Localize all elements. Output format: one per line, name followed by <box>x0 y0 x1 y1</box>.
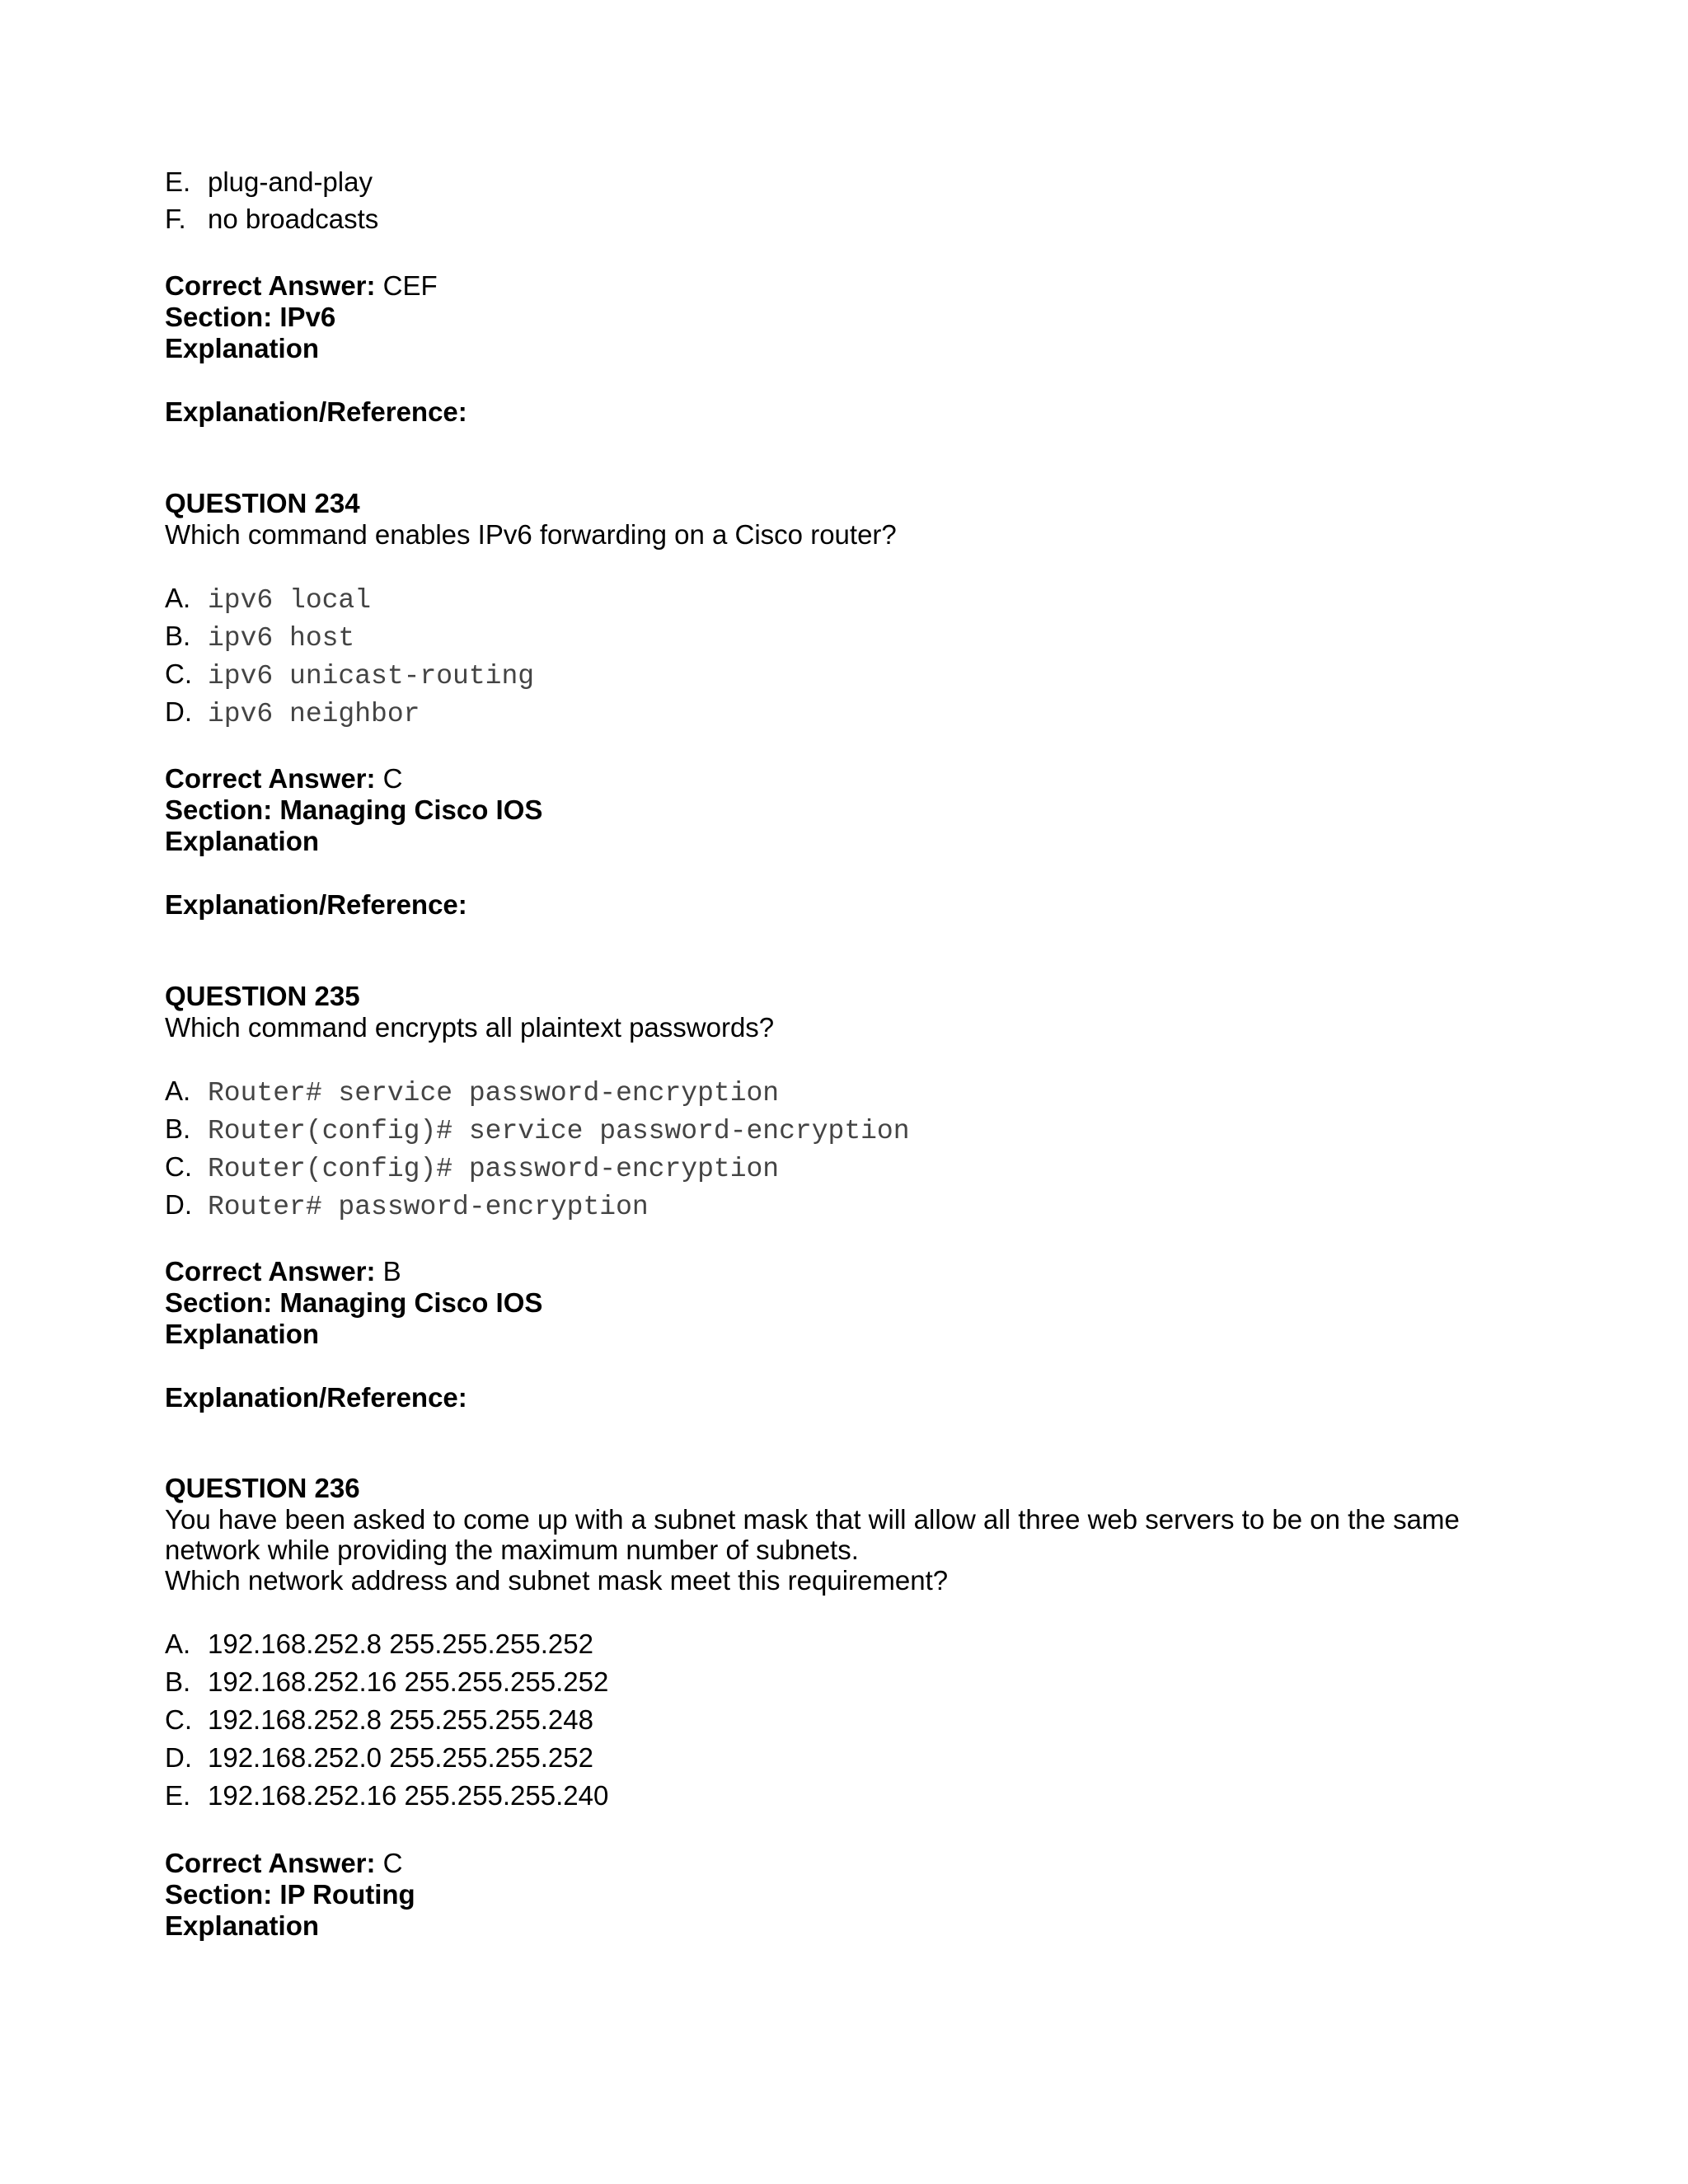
option-text: 192.168.252.0 255.255.255.252 <box>208 1742 593 1773</box>
option-letter: E. <box>165 166 191 197</box>
question-title: QUESTION 235 <box>165 981 360 1011</box>
explanation-heading: Explanation <box>165 333 320 363</box>
option-letter: D. <box>165 696 192 727</box>
question-title: QUESTION 234 <box>165 488 360 518</box>
correct-answer-label: Correct Answer: <box>165 763 376 794</box>
option-letter: D. <box>165 1742 192 1773</box>
correct-answer-value: C <box>375 763 403 794</box>
option-c <box>165 658 534 692</box>
option-f <box>165 204 378 235</box>
option-text: Router# service password-encryption <box>208 1078 780 1108</box>
correct-answer-value: C <box>375 1848 403 1878</box>
question-text: Which command enables IPv6 forwarding on a Cisco router? <box>165 519 897 550</box>
option-letter: D. <box>165 1189 192 1220</box>
option-a <box>165 1629 593 1660</box>
question-text-line-1: You have been asked to come up with a subnet mask that will allow all three web servers to be on the same <box>165 1504 1460 1535</box>
correct-answer-value: CEF <box>375 270 438 301</box>
section-label: Section: IPv6 <box>165 302 336 332</box>
correct-answer <box>165 763 403 794</box>
section-label: Section: IP Routing <box>165 1879 415 1910</box>
option-text: ipv6 neighbor <box>208 699 420 729</box>
explanation-reference-heading: Explanation/Reference: <box>165 889 467 920</box>
option-b <box>165 621 354 654</box>
correct-answer <box>165 270 438 302</box>
option-c <box>165 1704 593 1736</box>
option-letter: A. <box>165 1629 191 1659</box>
option-d <box>165 1742 593 1774</box>
option-a <box>165 583 371 616</box>
explanation-heading: Explanation <box>165 826 320 856</box>
explanation-reference-heading: Explanation/Reference: <box>165 1382 467 1413</box>
option-c <box>165 1151 779 1185</box>
question-text: Which command encrypts all plaintext passwords? <box>165 1012 775 1043</box>
question-text-line-2: network while providing the maximum number of subnets. <box>165 1535 859 1565</box>
option-letter: B. <box>165 621 191 651</box>
option-text: ipv6 host <box>208 623 355 654</box>
option-letter: A. <box>165 583 191 613</box>
option-text: Router# password-encryption <box>208 1192 649 1222</box>
option-letter: C. <box>165 1704 192 1735</box>
option-a <box>165 1076 779 1109</box>
section-label: Section: Managing Cisco IOS <box>165 1287 543 1318</box>
option-text: Router(config)# password-encryption <box>208 1154 780 1184</box>
option-e <box>165 166 373 198</box>
option-text: 192.168.252.16 255.255.255.240 <box>208 1780 609 1811</box>
explanation-heading: Explanation <box>165 1910 320 1941</box>
option-d <box>165 696 420 730</box>
option-letter: C. <box>165 1151 192 1182</box>
correct-answer-label: Correct Answer: <box>165 270 376 301</box>
question-text-line-3: Which network address and subnet mask meet this requirement? <box>165 1565 949 1596</box>
option-text: ipv6 local <box>208 585 372 616</box>
option-d <box>165 1189 649 1223</box>
option-text: 192.168.252.16 255.255.255.252 <box>208 1666 609 1697</box>
option-text: 192.168.252.8 255.255.255.252 <box>208 1629 593 1659</box>
option-e <box>165 1780 608 1811</box>
option-text: plug-and-play <box>208 166 373 197</box>
option-letter: E. <box>165 1780 191 1811</box>
correct-answer-value: B <box>375 1256 401 1286</box>
correct-answer <box>165 1848 403 1879</box>
option-letter: C. <box>165 658 192 689</box>
correct-answer-label: Correct Answer: <box>165 1256 376 1286</box>
option-text: ipv6 unicast-routing <box>208 661 535 691</box>
correct-answer <box>165 1256 401 1287</box>
explanation-heading: Explanation <box>165 1319 320 1349</box>
option-b <box>165 1666 608 1698</box>
option-letter: A. <box>165 1076 191 1106</box>
question-title: QUESTION 236 <box>165 1473 360 1503</box>
explanation-reference-heading: Explanation/Reference: <box>165 396 467 427</box>
correct-answer-label: Correct Answer: <box>165 1848 376 1878</box>
section-label: Section: Managing Cisco IOS <box>165 794 543 825</box>
option-text: Router(config)# service password-encryption <box>208 1116 910 1146</box>
option-b <box>165 1113 910 1147</box>
option-letter: B. <box>165 1113 191 1144</box>
option-letter: B. <box>165 1666 191 1697</box>
option-letter: F. <box>165 204 186 234</box>
option-text: 192.168.252.8 255.255.255.248 <box>208 1704 593 1735</box>
option-text: no broadcasts <box>208 204 379 234</box>
